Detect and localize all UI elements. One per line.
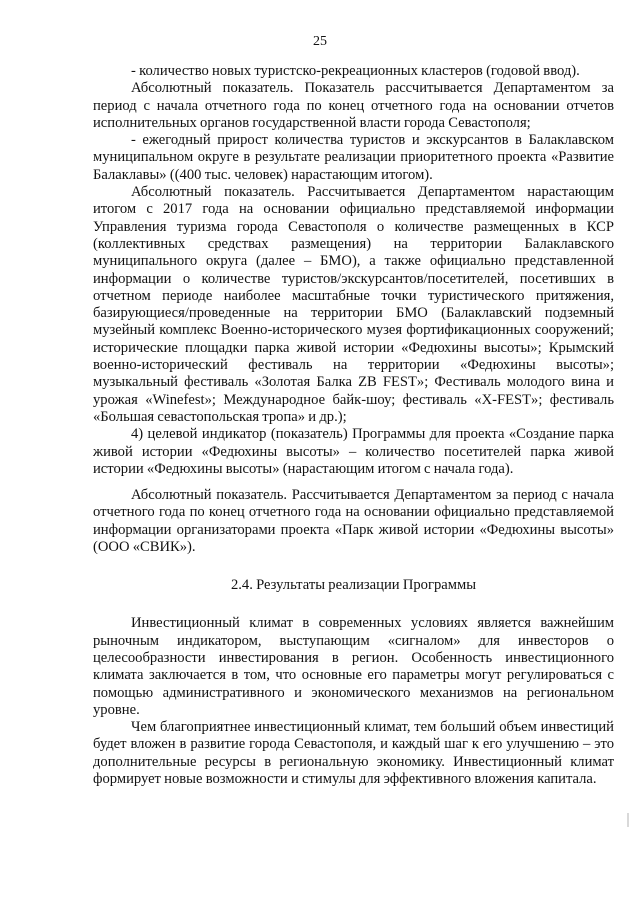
paragraph-target-indicator-4: 4) целевой индикатор (показатель) Программы для проекта «Создание парка живой истории «Федюхины высоты» – количество посетителей парка живой истории «Федюхины высоты» (нарастающим итогом с начала года).	[93, 426, 614, 477]
document-body	[93, 63, 614, 788]
paragraph-new-clusters: - количество новых туристско-рекреационных кластеров (годовой ввод).	[131, 63, 580, 79]
paragraph-absolute-indicator-1: Абсолютный показатель. Показатель рассчитывается Департаментом за период с начала отчетного года по конец отчетного года на основании отчетов исполнительных органов государственной власти города Севастополя;	[93, 80, 614, 131]
paragraph-absolute-indicator-3: Абсолютный показатель. Рассчитывается Департаментом за период с начала отчетного года по конец отчетного года на основании официально представляемой информации организаторами проекта «Парк живой истории «Федюхины высоты» (ООО «СВИК»).	[93, 487, 614, 556]
paragraph-investment-climate: Инвестиционный климат в современных условиях является важнейшим рыночным индикатором, выступающим «сигналом» для инвесторов о целесообразности инвестирования в регион. Особенность инвестиционного климата заключается в том, что основные его параметры могут регулироваться с помощью административного и экономического механизмов на региональном уровне.	[93, 615, 614, 718]
paragraph-gap	[93, 478, 614, 487]
paragraph-tourist-growth: - ежегодный прирост количества туристов и экскурсантов в Балаклавском муниципальном округе в результате реализации приоритетного проекта «Развитие Балаклавы» ((400 тыс. человек) нарастающим итогом).	[93, 132, 614, 183]
section-heading: 2.4. Результаты реализации Программы	[230, 577, 477, 594]
paragraph-absolute-indicator-2: Абсолютный показатель. Рассчитывается Департаментом нарастающим итогом с 2017 года на основании официально представляемой информации Управления туризма города Севастополя о количестве размещенных в КСР (коллективных средствах размещения) на территории Балаклавского муниципального округа (далее – БМО), а также официально представленной информации о количестве туристов/экскурсантов/посетителей, посетивших в отчетном периоде наиболее масштабные точки туристического притяжения, базирующиеся/проведенные на территории БМО (Балаклавский подземный музейный комплекс Военно-исторического музея фортификационных сооружений; исторические площадки парка живой истории «Федюхины высоты»; Крымский военно-исторический фестиваль на территории «Федюхины высоты»; музыкальный фестиваль «Золотая Балка ZB FEST»; Фестиваль молодого вина и урожая «Winefest»; Международное байк-шоу; фестиваль «X-FEST»; фестиваль «Большая севастопольская тропа» и др.);	[93, 184, 614, 425]
page-number: 25	[313, 34, 327, 49]
paragraph-favorable-climate: Чем благоприятнее инвестиционный климат, тем больший объем инвестиций будет вложен в развитие города Севастополя, и каждый шаг к его улучшению – это дополнительные ресурсы в региональную экономику. Инвестиционный климат формирует новые возможности и стимулы для эффективного вложения капитала.	[93, 719, 614, 787]
scan-artifact-mark	[627, 813, 629, 827]
